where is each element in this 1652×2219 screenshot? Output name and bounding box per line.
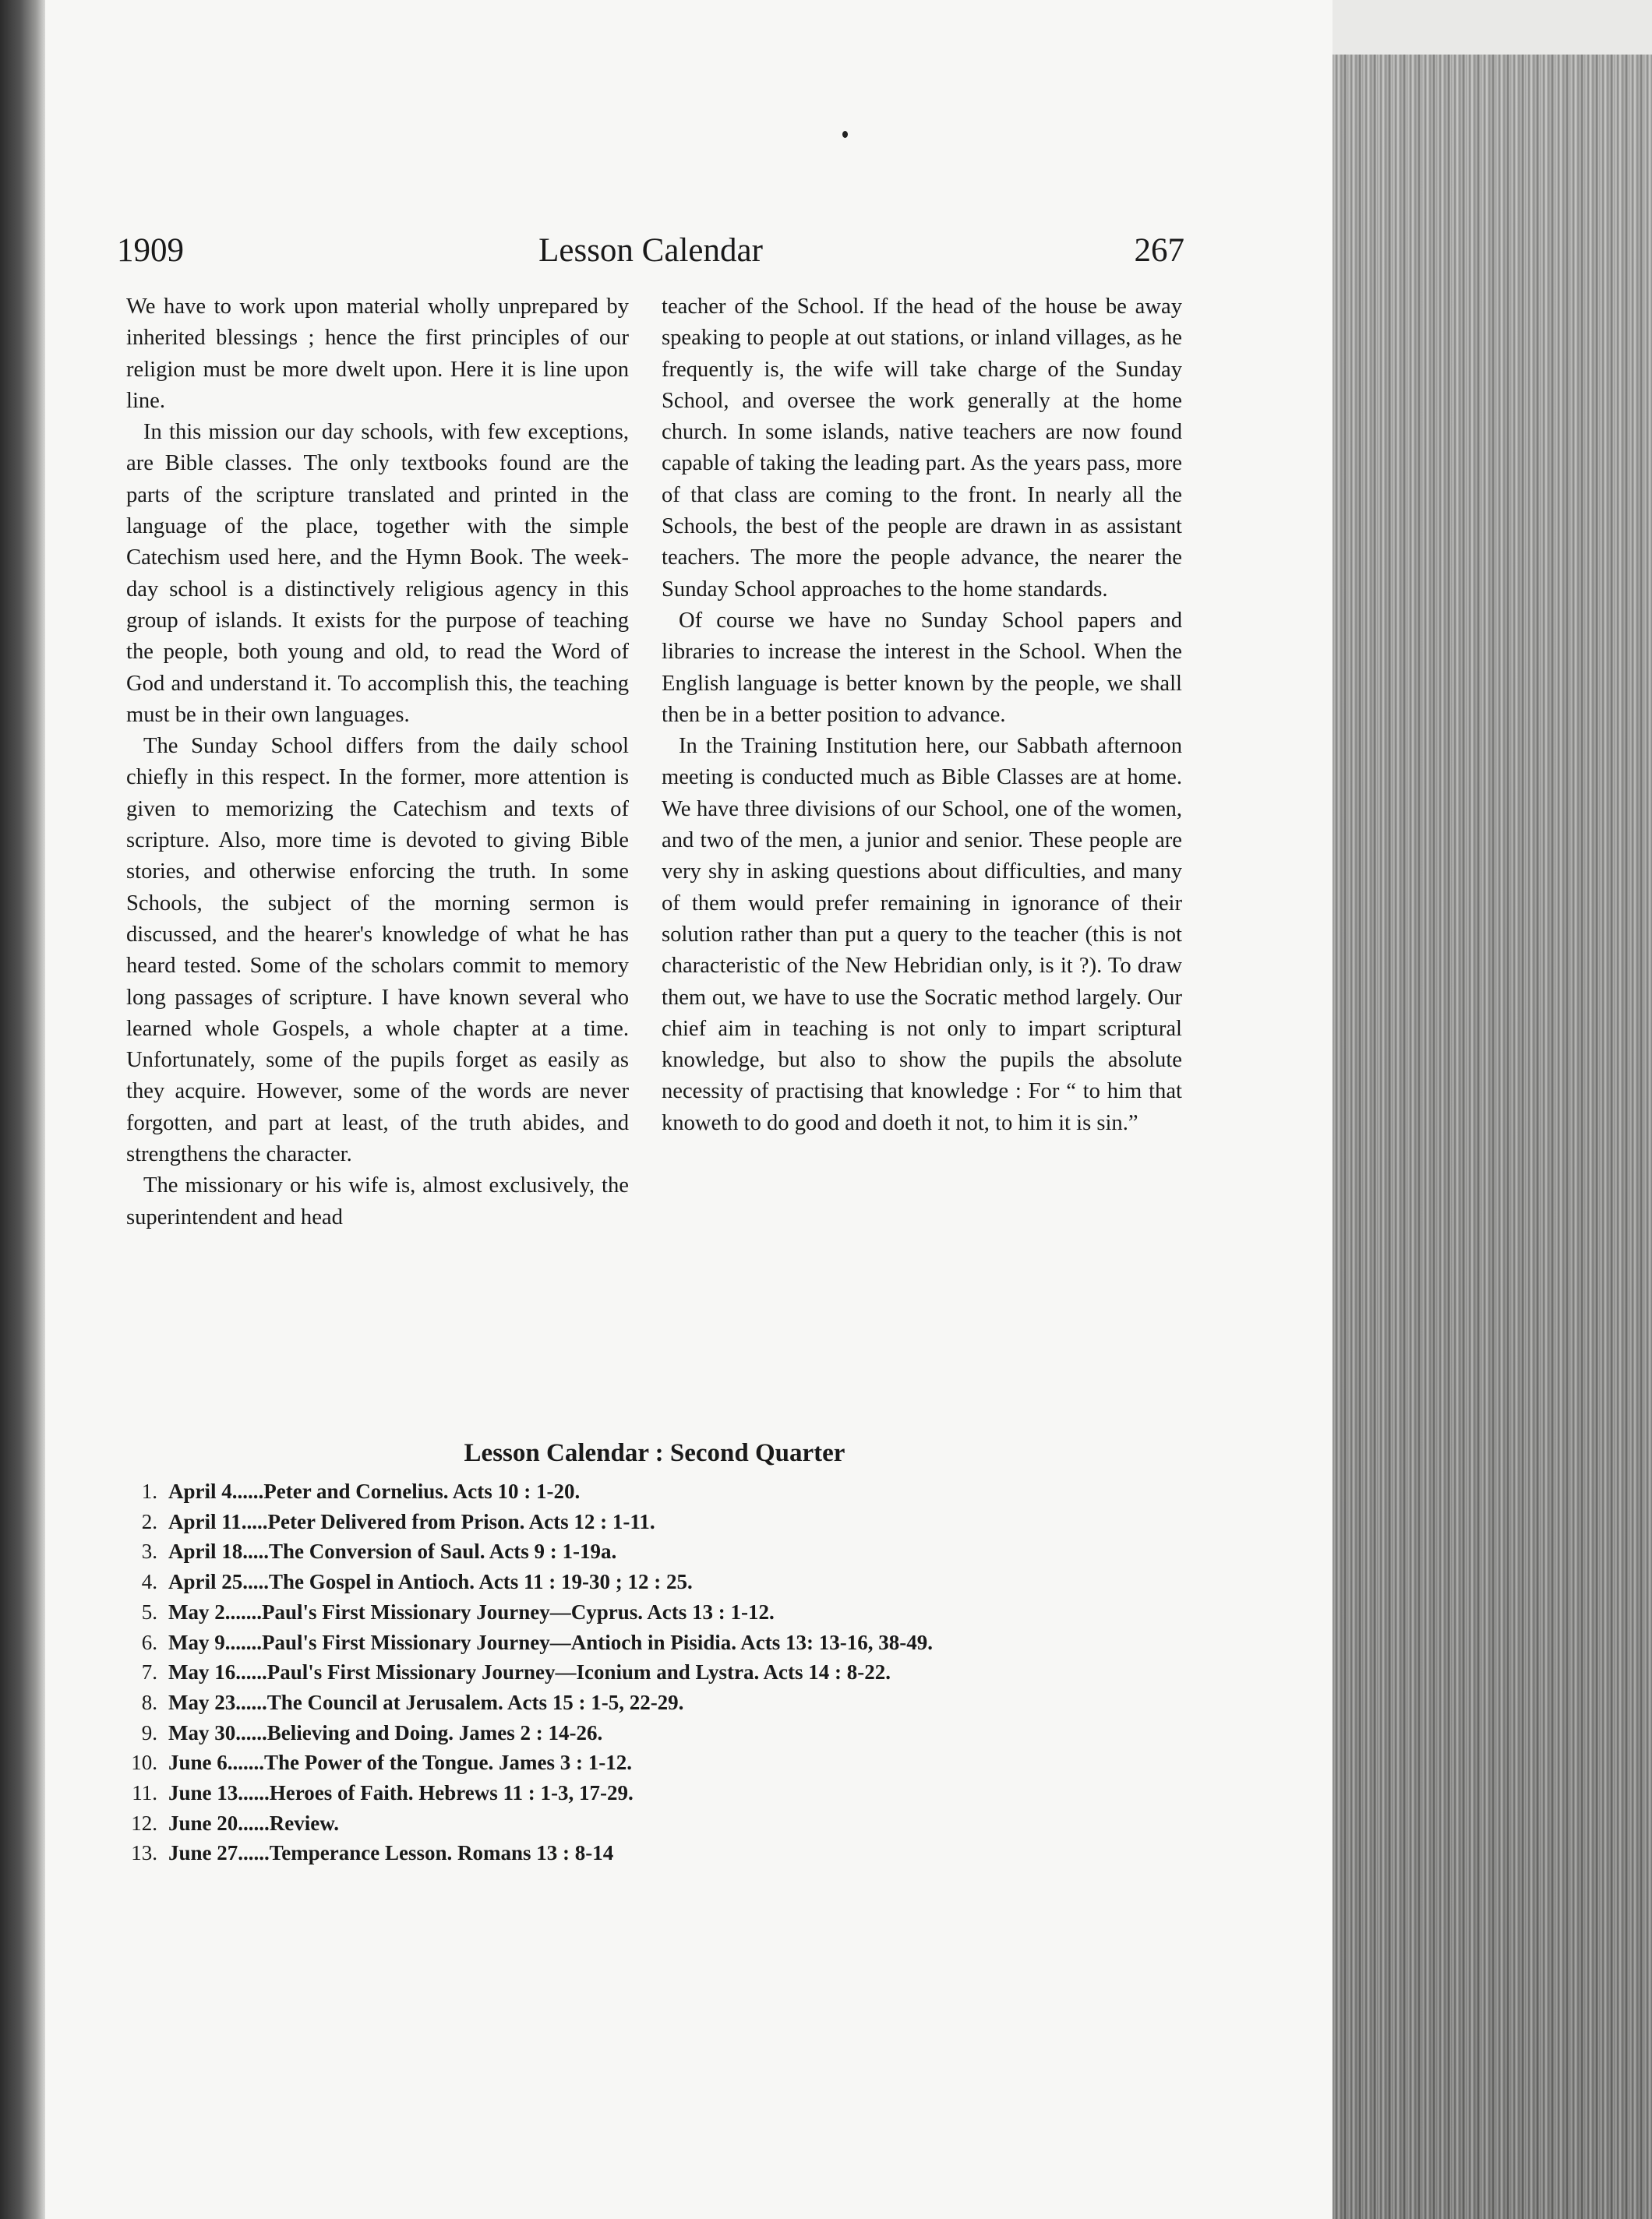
lesson-entry: April 4......Peter and Cornelius. Acts 10 : 1-20.: [168, 1480, 581, 1503]
list-item: [109, 1778, 1200, 1808]
list-item: [109, 1476, 1200, 1507]
list-item: [109, 1808, 1200, 1839]
list-item: [109, 1748, 1200, 1778]
lesson-number: 5.: [141, 1600, 157, 1624]
paragraph: Of course we have no Sunday School papers and libraries to increase the interest in the School. When the English language is better known by the people, we shall then be in a better position to advance.: [662, 608, 1182, 727]
list-item: [109, 1597, 1200, 1628]
left-text-column: [126, 291, 629, 1233]
paragraph: The Sunday School differs from the daily school chiefly in this respect. In the former, more attention is given to memorizing the Catechism and texts of scripture. Also, more time is devoted to giving Bible stories, and otherwise enforcing the truth. In some Schools, the subject of the morning sermon is discussed, and the hearer's knowledge of what he has heard tested. Some of the scholars commit to memory long passages of scripture. I have known several who learned whole Gospels, a whole chapter at a time. Unfortunately, some of the pupils forget as easily as they acquire. However, some of the words are never forgotten, and part at least, of the truth abides, and strengthens the character.: [126, 734, 629, 1167]
lesson-entry: April 11.....Peter Delivered from Prison. Acts 12 : 1-11.: [168, 1509, 655, 1533]
lesson-number: 4.: [141, 1570, 157, 1594]
list-item: [109, 1688, 1200, 1718]
lesson-entry: May 30......Believing and Doing. James 2 : 14-26.: [168, 1720, 603, 1745]
lesson-entry: June 6.......The Power of the Tongue. James 3 : 1-12.: [168, 1751, 633, 1775]
paragraph: teacher of the School. If the head of the house be away speaking to people at out stations, or inland villages, as he frequently is, the wife will take charge of the Sunday School, and oversee the work generally at the home church. In some islands, native teachers are now found capable of taking the leading part. As the years pass, more of that class are coming to the front. In nearly all the Schools, the best of the people are drawn in as assistant teachers. The more the people advance, the nearer the Sunday School approaches to the home standards.: [662, 295, 1182, 601]
book-binding-edge: [0, 0, 45, 2219]
header-year: 1909: [117, 232, 184, 269]
lesson-entry: May 23......The Council at Jerusalem. Acts 15 : 1-5, 22-29.: [168, 1690, 684, 1714]
list-item: [109, 1838, 1200, 1868]
lesson-calendar-list: [109, 1476, 1200, 1868]
paragraph: In the Training Institution here, our Sabbath afternoon meeting is conducted much as Bible Classes are at home. We have three divisions of our School, one of the women, and two of the men, a junior and senior. These people are very shy in asking questions about difficulties, and many of them would prefer remaining in ignorance of their solution rather than put a query to the teacher (this is not characteristic of the New Hebridian only, is it ?). To draw them out, we have to use the Socratic method largely. Our chief aim in teaching is not only to impart scriptural knowledge, but also to show the pupils the absolute necessity of practising that knowledge : For “ to him that knoweth to do good and doeth it not, to him it is sin.”: [662, 734, 1182, 1135]
lesson-entry: June 20......Review.: [168, 1811, 339, 1835]
lesson-entry: May 9.......Paul's First Missionary Journey—Antioch in Pisidia. Acts 13: 13-16, 38-49.: [168, 1630, 933, 1654]
paragraph: In this mission our day schools, with few exceptions, are Bible classes. The only textbooks found are the parts of the scripture translated and printed in the language of the place, together with the simple Catechism used here, and the Hymn Book. The week-day school is a distinctively religious agency in this group of islands. It exists for the purpose of teaching the people, both young and old, to read the Word of God and understand it. To accomplish this, the teaching must be in their own languages.: [126, 420, 629, 727]
paragraph: The missionary or his wife is, almost exclusively, the superintendent and head: [126, 1173, 629, 1229]
header-title: Lesson Calendar: [538, 232, 763, 269]
lesson-entry: May 16......Paul's First Missionary Journey—Iconium and Lystra. Acts 14 : 8-22.: [168, 1660, 891, 1685]
lesson-number: 13.: [131, 1841, 157, 1865]
list-item: [109, 1536, 1200, 1567]
page-number: 267: [1134, 232, 1184, 269]
list-item: [109, 1718, 1200, 1748]
calendar-heading: Lesson Calendar : Second Quarter: [464, 1439, 845, 1467]
lesson-number: 10.: [131, 1751, 157, 1775]
paragraph: We have to work upon material wholly unprepared by inherited blessings ; hence the first principles of our religion must be more dwelt upon. Here it is line upon line.: [126, 295, 629, 413]
right-text-column: [662, 291, 1182, 1139]
list-item: [109, 1567, 1200, 1597]
lesson-entry: April 25.....The Gospel in Antioch. Acts 11 : 19-30 ; 12 : 25.: [168, 1570, 693, 1594]
lesson-number: 9.: [141, 1720, 157, 1745]
lesson-number: 3.: [141, 1540, 157, 1564]
lesson-number: 12.: [131, 1811, 157, 1835]
printer-mark-dot: [842, 131, 848, 138]
lesson-entry: June 27......Temperance Lesson. Romans 13 : 8-14: [168, 1841, 614, 1865]
lesson-entry: June 13......Heroes of Faith. Hebrews 11 : 1-3, 17-29.: [168, 1781, 634, 1805]
lesson-number: 7.: [141, 1660, 157, 1685]
lesson-number: 1.: [141, 1480, 157, 1503]
running-head: [117, 228, 1184, 274]
lesson-entry: April 18.....The Conversion of Saul. Acts 9 : 1-19a.: [168, 1540, 617, 1564]
list-item: [109, 1507, 1200, 1537]
background-gap: [1333, 0, 1652, 55]
book-page-edges: [1333, 55, 1652, 2219]
list-item: [109, 1628, 1200, 1658]
lesson-entry: May 2.......Paul's First Missionary Journey—Cyprus. Acts 13 : 1-12.: [168, 1600, 775, 1624]
lesson-number: 11.: [132, 1781, 157, 1805]
list-item: [109, 1657, 1200, 1688]
lesson-number: 6.: [141, 1630, 157, 1654]
lesson-number: 8.: [141, 1690, 157, 1714]
lesson-number: 2.: [141, 1509, 157, 1533]
